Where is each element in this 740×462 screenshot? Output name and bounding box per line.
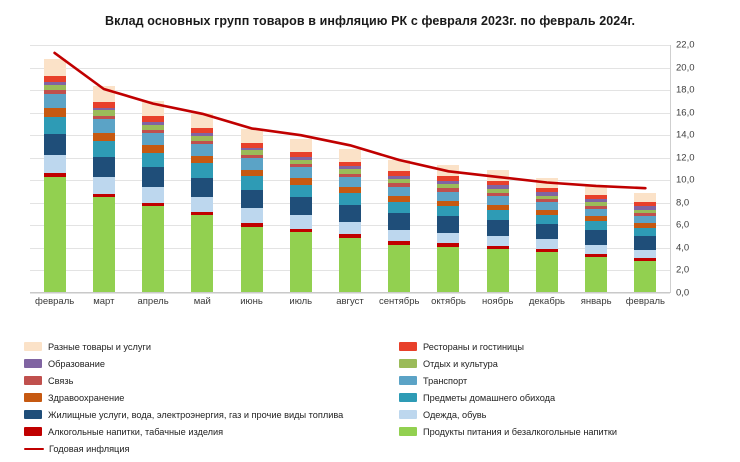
bar-segment[interactable] bbox=[241, 170, 263, 177]
y-axis-tick-label: 0,0 bbox=[676, 287, 690, 299]
bar-segment[interactable] bbox=[437, 247, 459, 293]
legend-line-swatch bbox=[24, 448, 44, 450]
bar-segment[interactable] bbox=[388, 160, 410, 172]
legend-item[interactable] bbox=[24, 376, 399, 386]
bar-segment[interactable] bbox=[93, 86, 115, 102]
bar-segment[interactable] bbox=[44, 94, 66, 109]
legend-label: Образование bbox=[48, 358, 105, 369]
legend-item[interactable] bbox=[24, 393, 399, 403]
legend-label: Жилищные услуги, вода, электроэнергия, газ и прочие виды топлива bbox=[48, 409, 344, 420]
bar-segment[interactable] bbox=[93, 177, 115, 194]
bar-segment[interactable] bbox=[339, 177, 361, 187]
bar-segment[interactable] bbox=[142, 101, 164, 116]
legend-label: Алкогольные напитки, табачные изделия bbox=[48, 426, 224, 437]
bar-segment[interactable] bbox=[437, 206, 459, 216]
legend-color-swatch bbox=[399, 410, 417, 419]
bar-stack[interactable] bbox=[388, 159, 410, 293]
legend-item[interactable] bbox=[399, 359, 724, 369]
legend-label: Здравоохранение bbox=[48, 392, 125, 403]
bar-segment[interactable] bbox=[388, 245, 410, 293]
x-axis-tick-label: январь bbox=[580, 296, 612, 307]
bar-segment[interactable] bbox=[388, 230, 410, 241]
legend-label: Разные товары и услуги bbox=[48, 341, 151, 352]
legend-color-swatch bbox=[24, 359, 42, 368]
x-axis-line bbox=[30, 292, 670, 293]
y-axis-tick-label: 22,0 bbox=[676, 39, 695, 51]
bar-segment[interactable] bbox=[339, 222, 361, 234]
bar-segment[interactable] bbox=[487, 170, 509, 181]
chart-title: Вклад основных групп товаров в инфляцию РК с февраля 2023г. по февраль 2024г. bbox=[104, 14, 636, 28]
bar-segment[interactable] bbox=[634, 250, 656, 258]
bar-segment[interactable] bbox=[536, 202, 558, 210]
legend-label: Рестораны и гостиницы bbox=[423, 341, 525, 352]
legend-row bbox=[24, 355, 724, 372]
x-axis-tick-label: август bbox=[336, 296, 364, 307]
x-axis-labels bbox=[30, 296, 670, 314]
bar-segment[interactable] bbox=[44, 108, 66, 116]
x-axis-tick-label: июль bbox=[289, 296, 313, 307]
bar-segment[interactable] bbox=[241, 208, 263, 223]
x-axis-tick-label: ноябрь bbox=[482, 296, 514, 307]
bar-segment[interactable] bbox=[634, 216, 656, 223]
legend-label: Одежда, обувь bbox=[423, 409, 487, 420]
y-axis-tick-label: 2,0 bbox=[676, 264, 690, 276]
x-axis-tick-label: октябрь bbox=[431, 296, 466, 307]
y-axis-tick-label: 6,0 bbox=[676, 219, 690, 231]
bar-segment[interactable] bbox=[241, 129, 263, 143]
x-axis-tick-label: март bbox=[93, 296, 115, 307]
bar-segment[interactable] bbox=[339, 149, 361, 161]
legend-color-swatch bbox=[399, 376, 417, 385]
bar-segment[interactable] bbox=[142, 167, 164, 187]
bar-segment[interactable] bbox=[142, 153, 164, 168]
legend-label: Годовая инфляция bbox=[49, 443, 130, 454]
bar-segment[interactable] bbox=[290, 197, 312, 215]
bar-segment[interactable] bbox=[536, 252, 558, 293]
legend-color-swatch bbox=[399, 342, 417, 351]
bar-segment[interactable] bbox=[437, 165, 459, 176]
bar-segment[interactable] bbox=[241, 227, 263, 294]
bar-segment[interactable] bbox=[536, 215, 558, 224]
bar-segment[interactable] bbox=[290, 139, 312, 152]
bar-segment[interactable] bbox=[241, 190, 263, 209]
bar-segment[interactable] bbox=[290, 167, 312, 178]
bar-stack[interactable] bbox=[191, 113, 213, 293]
bar-stack[interactable] bbox=[585, 185, 607, 293]
bar-segment[interactable] bbox=[191, 215, 213, 293]
y-axis-tick-label: 20,0 bbox=[676, 62, 695, 74]
y-axis-tick-label: 10,0 bbox=[676, 174, 695, 186]
legend-color-swatch bbox=[24, 393, 42, 402]
legend-item[interactable] bbox=[24, 444, 399, 454]
bar-segment[interactable] bbox=[44, 117, 66, 134]
gridline bbox=[30, 293, 670, 294]
bar-stack[interactable] bbox=[241, 129, 263, 293]
bar-segment[interactable] bbox=[142, 206, 164, 293]
bar-segment[interactable] bbox=[44, 177, 66, 293]
bar-segment[interactable] bbox=[585, 257, 607, 293]
bar-segment[interactable] bbox=[93, 157, 115, 177]
legend-row bbox=[24, 389, 724, 406]
bar-segment[interactable] bbox=[585, 185, 607, 195]
bar-segment[interactable] bbox=[634, 193, 656, 202]
legend-item[interactable] bbox=[399, 376, 724, 386]
x-axis-tick-label: июнь bbox=[240, 296, 263, 307]
x-axis-tick-label: апрель bbox=[137, 296, 169, 307]
legend-row bbox=[24, 372, 724, 389]
bar-segment[interactable] bbox=[191, 113, 213, 128]
legend-item[interactable] bbox=[399, 427, 724, 437]
y-axis-tick-label: 4,0 bbox=[676, 242, 690, 254]
bar-segment[interactable] bbox=[93, 197, 115, 293]
bar-stack[interactable] bbox=[290, 139, 312, 293]
bar-segment[interactable] bbox=[142, 187, 164, 203]
bar-segment[interactable] bbox=[290, 215, 312, 229]
legend-label: Связь bbox=[48, 375, 74, 386]
bar-segment[interactable] bbox=[290, 178, 312, 185]
bar-segment[interactable] bbox=[191, 156, 213, 163]
bar-segment[interactable] bbox=[93, 119, 115, 133]
y-axis-tick-label: 14,0 bbox=[676, 129, 695, 141]
y-axis bbox=[670, 39, 710, 299]
legend-row bbox=[24, 423, 724, 440]
legend-item[interactable] bbox=[399, 410, 724, 420]
legend-item[interactable] bbox=[24, 342, 399, 352]
chart-legend bbox=[24, 338, 724, 457]
legend-item[interactable] bbox=[24, 359, 399, 369]
bar-stack[interactable] bbox=[142, 101, 164, 293]
legend-color-swatch bbox=[24, 342, 42, 351]
legend-item[interactable] bbox=[24, 410, 399, 420]
bar-segment[interactable] bbox=[487, 220, 509, 236]
legend-color-swatch bbox=[24, 376, 42, 385]
legend-item[interactable] bbox=[24, 427, 399, 437]
bar-segment[interactable] bbox=[437, 192, 459, 201]
legend-color-swatch bbox=[24, 427, 42, 436]
y-axis-tick-label: 12,0 bbox=[676, 152, 695, 164]
bar-segment[interactable] bbox=[634, 228, 656, 236]
legend-color-swatch bbox=[399, 393, 417, 402]
bar-segment[interactable] bbox=[44, 59, 66, 76]
legend-color-swatch bbox=[399, 359, 417, 368]
bar-segment[interactable] bbox=[487, 249, 509, 293]
bar-stack[interactable] bbox=[44, 59, 66, 293]
bar-segment[interactable] bbox=[339, 238, 361, 293]
bar-segment[interactable] bbox=[536, 239, 558, 249]
bar-segment[interactable] bbox=[93, 133, 115, 141]
bar-segment[interactable] bbox=[437, 216, 459, 232]
y-axis-tick-label: 16,0 bbox=[676, 107, 695, 119]
bar-stack[interactable] bbox=[536, 178, 558, 293]
bar-segment[interactable] bbox=[634, 236, 656, 250]
legend-color-swatch bbox=[399, 427, 417, 436]
x-axis-tick-label: февраль bbox=[625, 296, 665, 307]
y-axis-tick-label: 18,0 bbox=[676, 84, 695, 96]
bar-segment[interactable] bbox=[585, 209, 607, 216]
legend-item[interactable] bbox=[399, 393, 724, 403]
bar-series-layer bbox=[30, 45, 670, 293]
bar-stack[interactable] bbox=[634, 193, 656, 293]
bar-segment[interactable] bbox=[585, 245, 607, 254]
bar-segment[interactable] bbox=[487, 196, 509, 204]
y-axis-tick-label: 8,0 bbox=[676, 197, 690, 209]
bar-segment[interactable] bbox=[142, 133, 164, 145]
legend-color-swatch bbox=[24, 410, 42, 419]
y-axis-line bbox=[670, 45, 671, 293]
legend-row bbox=[24, 440, 724, 457]
legend-row bbox=[24, 338, 724, 355]
bar-segment[interactable] bbox=[437, 233, 459, 244]
bar-segment[interactable] bbox=[585, 230, 607, 245]
x-axis-tick-label: февраль bbox=[35, 296, 75, 307]
bar-segment[interactable] bbox=[388, 213, 410, 230]
bar-stack[interactable] bbox=[339, 149, 361, 293]
bar-stack[interactable] bbox=[487, 170, 509, 293]
bar-segment[interactable] bbox=[339, 193, 361, 204]
bar-segment[interactable] bbox=[388, 202, 410, 213]
plot-area bbox=[30, 45, 670, 293]
bar-segment[interactable] bbox=[634, 261, 656, 293]
x-axis-tick-label: май bbox=[193, 296, 211, 307]
bar-segment[interactable] bbox=[290, 185, 312, 197]
bar-segment[interactable] bbox=[191, 144, 213, 156]
bar-segment[interactable] bbox=[191, 178, 213, 197]
bar-segment[interactable] bbox=[241, 176, 263, 190]
bar-segment[interactable] bbox=[536, 178, 558, 188]
bar-segment[interactable] bbox=[339, 205, 361, 222]
bar-segment[interactable] bbox=[44, 155, 66, 173]
bar-segment[interactable] bbox=[536, 224, 558, 239]
legend-label: Продукты питания и безалкогольные напитки bbox=[423, 426, 617, 437]
bar-stack[interactable] bbox=[437, 165, 459, 293]
legend-label: Транспорт bbox=[423, 375, 468, 386]
bar-segment[interactable] bbox=[191, 163, 213, 177]
legend-row bbox=[24, 406, 724, 423]
bar-segment[interactable] bbox=[241, 158, 263, 169]
bar-segment[interactable] bbox=[93, 141, 115, 157]
bar-segment[interactable] bbox=[585, 221, 607, 229]
bar-segment[interactable] bbox=[487, 236, 509, 246]
bar-segment[interactable] bbox=[290, 232, 312, 293]
bar-segment[interactable] bbox=[487, 210, 509, 220]
x-axis-tick-label: сентябрь bbox=[378, 296, 420, 307]
bar-segment[interactable] bbox=[142, 145, 164, 152]
legend-item[interactable] bbox=[399, 342, 724, 352]
bar-stack[interactable] bbox=[93, 86, 115, 293]
legend-label: Отдых и культура bbox=[423, 358, 498, 369]
bar-segment[interactable] bbox=[191, 197, 213, 212]
x-axis-tick-label: декабрь bbox=[528, 296, 565, 307]
bar-segment[interactable] bbox=[388, 187, 410, 197]
bar-segment[interactable] bbox=[44, 134, 66, 155]
legend-label: Предметы домашнего обихода bbox=[423, 392, 556, 403]
